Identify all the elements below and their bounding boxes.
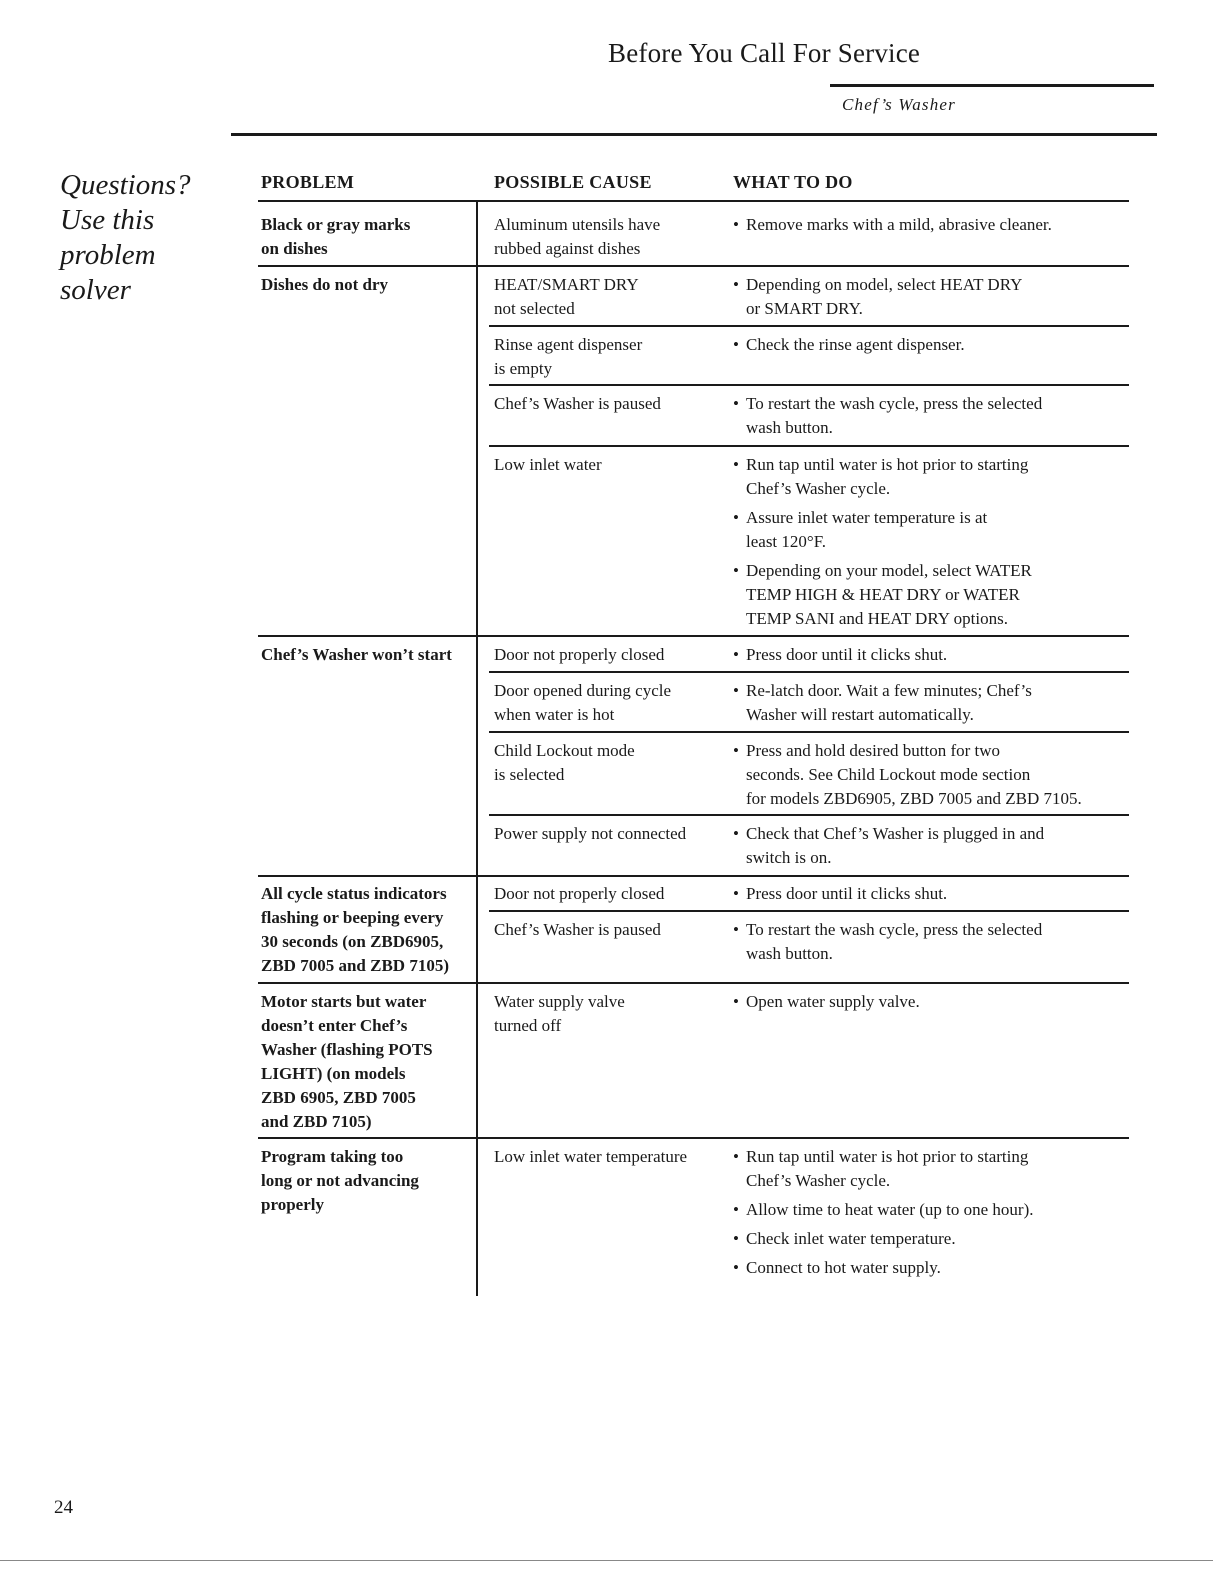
bullet-icon: • (733, 1229, 739, 1248)
cause-line: Water supply valve (494, 992, 625, 1011)
problem-line: doesn’t enter Chef’s (261, 1016, 408, 1035)
problem-cell (261, 882, 475, 978)
problem-line: Washer (flashing POTS (261, 1040, 433, 1059)
cause-line: is empty (494, 359, 553, 378)
problem-line: Dishes do not dry (261, 275, 389, 294)
todo-item (733, 1198, 1128, 1222)
cause-cell (494, 213, 726, 261)
todo-line: TEMP HIGH & HEAT DRY or WATER (746, 585, 1020, 604)
problem-line: and ZBD 7105) (261, 1112, 372, 1131)
cause-line: Child Lockout mode (494, 741, 635, 760)
todo-item (733, 918, 1128, 966)
cause-cell (494, 990, 726, 1038)
todo-line: Press door until it clicks shut. (746, 884, 948, 903)
bullet-icon: • (733, 561, 739, 580)
cause-line: Chef’s Washer is paused (494, 394, 661, 413)
cause-cell (494, 882, 726, 906)
heading-rule (258, 200, 1129, 202)
todo-cell (733, 739, 1128, 816)
todo-item (733, 213, 1128, 237)
todo-line: wash button. (746, 418, 833, 437)
cause-line: Door not properly closed (494, 645, 665, 664)
cause-line: Chef’s Washer is paused (494, 920, 661, 939)
bullet-icon: • (733, 275, 739, 294)
bullet-icon: • (733, 215, 739, 234)
problem-cell (261, 273, 475, 297)
problem-line: long or not advancing (261, 1171, 419, 1190)
todo-item (733, 1145, 1128, 1193)
todo-line: Depending on your model, select WATER (746, 561, 1032, 580)
todo-item (733, 679, 1128, 727)
problem-cell (261, 1145, 475, 1217)
page-number: 24 (54, 1497, 73, 1518)
cause-cell (494, 822, 726, 846)
todo-line: least 120°F. (746, 532, 827, 551)
todo-line: Remove marks with a mild, abrasive cleaner. (746, 215, 1052, 234)
problem-line: ZBD 7005 and ZBD 7105) (261, 956, 449, 975)
todo-line: wash button. (746, 944, 833, 963)
column-heading-cause: POSSIBLE CAUSE (494, 172, 652, 192)
cause-line: Rinse agent dispenser (494, 335, 643, 354)
problem-line: ZBD 6905, ZBD 7005 (261, 1088, 416, 1107)
todo-item (733, 273, 1128, 321)
cause-cell (494, 643, 726, 667)
row-separator (258, 875, 1129, 877)
todo-cell (733, 213, 1128, 242)
bullet-icon: • (733, 681, 739, 700)
bullet-icon: • (733, 1147, 739, 1166)
problem-line: on dishes (261, 239, 328, 258)
column-heading-todo: WHAT TO DO (733, 172, 853, 192)
cause-line: Power supply not connected (494, 824, 687, 843)
problem-line: Black or gray marks (261, 215, 411, 234)
row-separator (258, 265, 1129, 267)
bullet-icon: • (733, 1258, 739, 1277)
todo-cell (733, 643, 1128, 672)
todo-line: Chef’s Washer cycle. (746, 479, 891, 498)
header-rule-long (231, 133, 1157, 136)
column-heading-problem: PROBLEM (261, 172, 355, 192)
side-note (60, 168, 191, 308)
todo-line: Allow time to heat water (up to one hour). (746, 1200, 1034, 1219)
todo-item (733, 453, 1128, 501)
todo-line: Run tap until water is hot prior to starting (746, 455, 1029, 474)
problem-cell (261, 643, 481, 667)
cause-cell (494, 739, 726, 787)
todo-item (733, 333, 1128, 357)
problem-line: 30 seconds (on ZBD6905, (261, 932, 444, 951)
cause-separator (489, 384, 1129, 386)
todo-item (733, 1256, 1128, 1280)
problem-line: LIGHT) (on models (261, 1064, 406, 1083)
page-bottom-edge (0, 1560, 1213, 1561)
todo-item (733, 990, 1128, 1014)
cause-cell (494, 273, 726, 321)
page-header-subtitle: Chef’s Washer (842, 95, 956, 114)
todo-line: Press door until it clicks shut. (746, 645, 948, 664)
todo-cell (733, 990, 1128, 1019)
todo-line: seconds. See Child Lockout mode section (746, 765, 1031, 784)
bullet-icon: • (733, 920, 739, 939)
side-note-line: Questions? (60, 169, 191, 201)
cause-line: not selected (494, 299, 575, 318)
cause-line: Door not properly closed (494, 884, 665, 903)
todo-item (733, 506, 1128, 554)
cause-line: turned off (494, 1016, 562, 1035)
bullet-icon: • (733, 741, 739, 760)
cause-line: HEAT/SMART DRY (494, 275, 639, 294)
todo-cell (733, 822, 1128, 875)
todo-line: Chef’s Washer cycle. (746, 1171, 891, 1190)
cause-cell (494, 333, 726, 381)
row-separator (258, 982, 1129, 984)
problem-line: properly (261, 1195, 324, 1214)
bullet-icon: • (733, 992, 739, 1011)
problem-line: All cycle status indicators (261, 884, 447, 903)
todo-line: TEMP SANI and HEAT DRY options. (746, 609, 1008, 628)
todo-line: Connect to hot water supply. (746, 1258, 941, 1277)
cause-line: when water is hot (494, 705, 615, 724)
cause-cell (494, 453, 726, 477)
todo-cell (733, 1145, 1128, 1285)
todo-line: To restart the wash cycle, press the selected (746, 394, 1043, 413)
bullet-icon: • (733, 824, 739, 843)
side-note-line: solver (60, 274, 131, 306)
todo-item (733, 822, 1128, 870)
header-rule-short (830, 84, 1154, 87)
todo-line: To restart the wash cycle, press the selected (746, 920, 1043, 939)
todo-line: Press and hold desired button for two (746, 741, 1001, 760)
todo-item (733, 643, 1128, 667)
todo-item (733, 739, 1128, 811)
todo-line: Check the rinse agent dispenser. (746, 335, 965, 354)
row-separator (258, 1137, 1129, 1139)
cause-line: is selected (494, 765, 565, 784)
problem-cell (261, 990, 475, 1134)
bullet-icon: • (733, 508, 739, 527)
todo-cell (733, 333, 1128, 362)
todo-item (733, 1227, 1128, 1251)
cause-line: rubbed against dishes (494, 239, 641, 258)
todo-line: or SMART DRY. (746, 299, 863, 318)
problem-line: Program taking too (261, 1147, 404, 1166)
page-header-title: Before You Call For Service (608, 38, 921, 68)
todo-cell (733, 273, 1128, 326)
todo-cell (733, 453, 1128, 636)
todo-line: Assure inlet water temperature is at (746, 508, 988, 527)
cause-line: Low inlet water (494, 455, 602, 474)
todo-line: Check that Chef’s Washer is plugged in and (746, 824, 1045, 843)
todo-line: Washer will restart automatically. (746, 705, 974, 724)
side-note-line: Use this (60, 204, 155, 236)
cause-line: Low inlet water temperature (494, 1147, 688, 1166)
problem-line: Chef’s Washer won’t start (261, 645, 452, 664)
problem-cell (261, 213, 475, 261)
todo-cell (733, 882, 1128, 911)
todo-cell (733, 679, 1128, 732)
bullet-icon: • (733, 394, 739, 413)
todo-line: Run tap until water is hot prior to starting (746, 1147, 1029, 1166)
cause-line: Aluminum utensils have (494, 215, 661, 234)
todo-line: Re-latch door. Wait a few minutes; Chef’s (746, 681, 1032, 700)
todo-cell (733, 392, 1128, 445)
problem-line: flashing or beeping every (261, 908, 444, 927)
bullet-icon: • (733, 455, 739, 474)
side-note-line: problem (60, 239, 156, 271)
todo-cell (733, 918, 1128, 971)
cause-cell (494, 1145, 726, 1169)
todo-line: for models ZBD6905, ZBD 7005 and ZBD 7105. (746, 789, 1082, 808)
bullet-icon: • (733, 335, 739, 354)
bullet-icon: • (733, 1200, 739, 1219)
todo-item (733, 882, 1128, 906)
todo-line: switch is on. (746, 848, 832, 867)
todo-item (733, 392, 1128, 440)
cause-cell (494, 918, 726, 942)
cause-cell (494, 679, 726, 727)
todo-line: Check inlet water temperature. (746, 1229, 956, 1248)
cause-separator (489, 445, 1129, 447)
todo-line: Depending on model, select HEAT DRY (746, 275, 1023, 294)
bullet-icon: • (733, 884, 739, 903)
column-divider (476, 201, 478, 1296)
problem-line: Motor starts but water (261, 992, 427, 1011)
cause-cell (494, 392, 726, 416)
todo-item (733, 559, 1128, 631)
cause-line: Door opened during cycle (494, 681, 672, 700)
todo-line: Open water supply valve. (746, 992, 920, 1011)
bullet-icon: • (733, 645, 739, 664)
